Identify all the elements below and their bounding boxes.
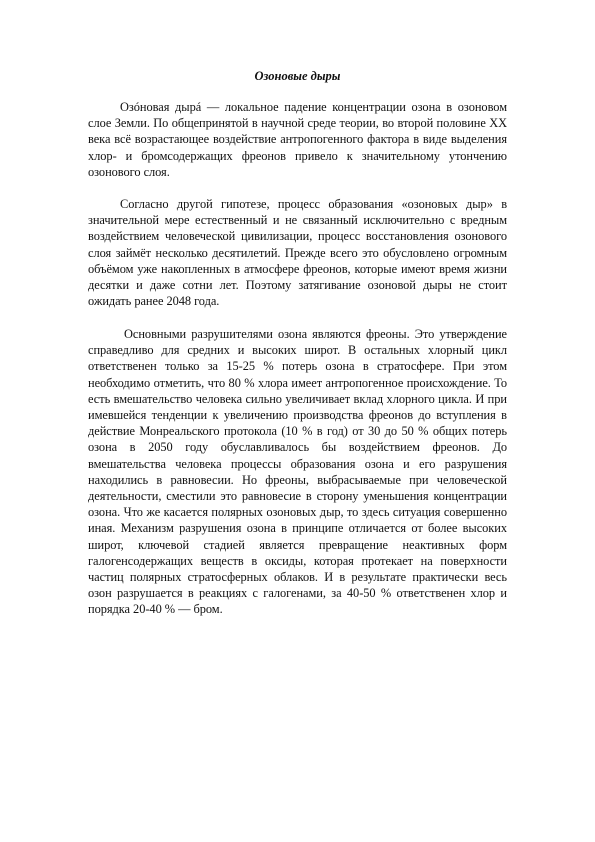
- document-title: Озоновые дыры: [254, 69, 341, 83]
- paragraph-1: Озóновая дырá — локальное падение концентрации озона в озоновом слое Земли. По общепринятой в научной среде теории, во второй половине XX века всё возрастающее воздействие антропогенного фактора в виде выделения хлор- и бромсодержащих фреонов привело к значительному утончению озонового слоя.: [88, 100, 507, 179]
- paragraph-3: Основными разрушителями озона являются фреоны. Это утверждение справедливо для средних и высоких широт. В остальных хлорный цикл ответственен только за 15-25 % потерь озона в стратосфере. При этом необходимо отметить, что 80 % хлора имеет антропогенное происхождение. То есть вмешательство человека сильно увеличивает вклад хлорного цикла. И при имевшейся тенденции к увеличению производства фреонов до вступления в действие Монреальского протокола (10 % в год) от 30 до 50 % общих потерь озона в 2050 году обуславливалось бы воздействием фреонов. До вмешательства человека процессы образования озона и его разрушения находились в равновесии. Но фреоны, выбрасываемые при человеческой деятельности, сместили это равновесие в сторону уменьшения концентрации озона. Что же касается полярных озоновых дыр, то здесь ситуация совершенно иная. Механизм разрушения озона в принципе отличается от более высоких широт, ключевой стадией является превращение неактивных форм галогенсодержащих веществ в оксиды, которая протекает на поверхности частиц полярных стратосферных облаков. И в результате практически весь озон разрушается в реакциях с галогенами, за 40-50 % ответственен хлор и порядка 20-40 % — бром.: [88, 327, 507, 617]
- paragraph-2: Согласно другой гипотезе, процесс образования «озоновых дыр» в значительной мере естественный и не связанный исключительно с вредным воздействием человеческой цивилизации, процесс восстановления озонового слоя займёт несколько десятилетий. Прежде всего это обусловлено огромным объёмом уже накопленных в атмосфере фреонов, которые имеют время жизни десятки и даже сотни лет. Поэтому затягивание озоновой дыры не стоит ожидать ранее 2048 года.: [88, 197, 507, 309]
